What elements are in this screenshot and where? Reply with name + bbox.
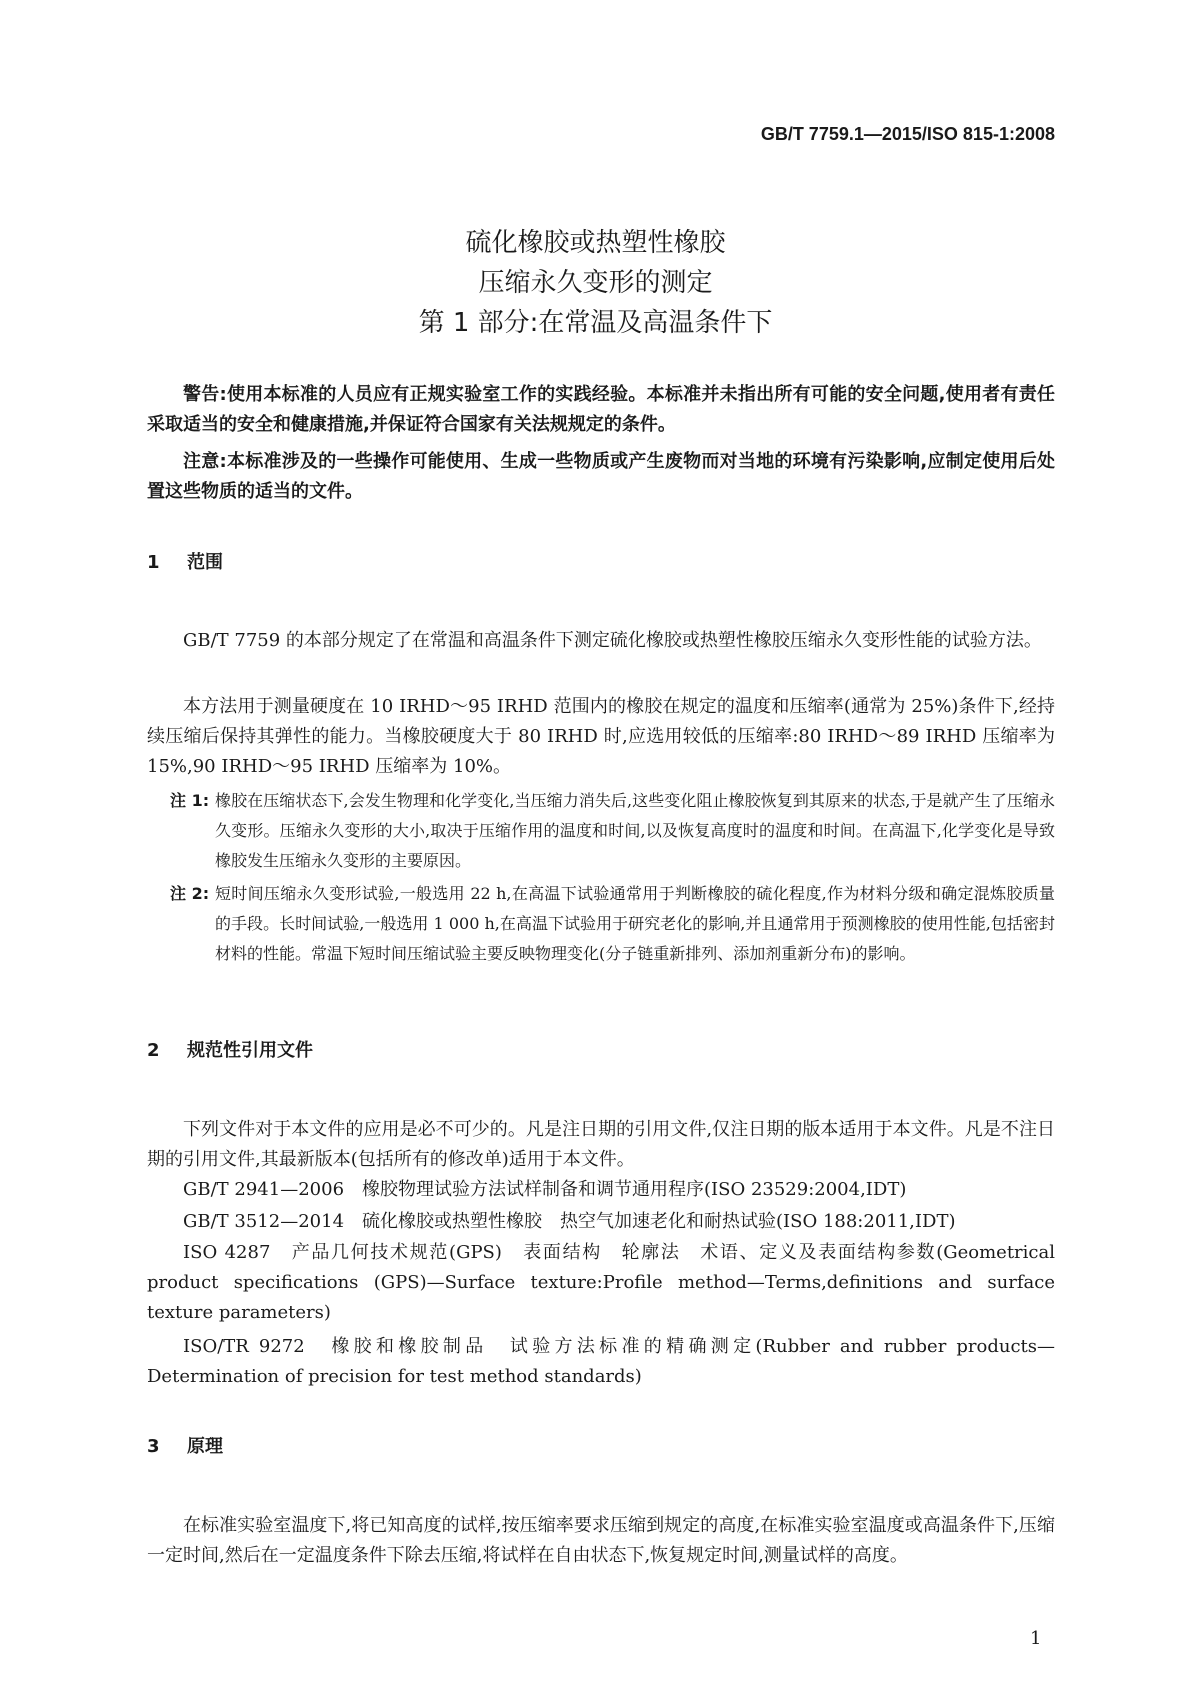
page-number: 1 (1030, 1628, 1042, 1649)
note-2 (170, 879, 1055, 969)
document-title-line-3: 第 1 部分:在常温及高温条件下 (418, 308, 773, 338)
note-label: 注 1: (170, 791, 210, 810)
reference-item: GB/T 3512—2014 硫化橡胶或热塑性橡胶 热空气加速老化和耐热试验(ISO 188:2011,IDT) (183, 1211, 956, 1232)
scope-paragraph-2: 本方法用于测量硬度在 10 IRHD～95 IRHD 范围内的橡胶在规定的温度和压缩率(通常为 25%)条件下,经持续压缩后保持其弹性的能力。当橡胶硬度大于 80 IRHD 时,应选用较低的压缩率:80 IRHD～89 IRHD 压缩率为 15%,90 IRHD～95 IRHD 压缩率为 10%。 (147, 696, 1055, 777)
note-text: 短时间压缩永久变形试验,一般选用 22 h,在高温下试验通常用于判断橡胶的硫化程度,作为材料分级和确定混炼胶质量的手段。长时间试验,一般选用 1 000 h,在高温下试验用于研究老化的影响,并且通常用于预测橡胶的使用性能,包括密封材料的性能。常温下短时间压缩试验主要反映物理变化(分子链重新排列、添加剂重新分布)的影响。 (215, 884, 1055, 963)
note-1 (170, 786, 1055, 876)
normative-intro-paragraph: 下列文件对于本文件的应用是必不可少的。凡是注日期的引用文件,仅注日期的版本适用于本文件。凡是不注日期的引用文件,其最新版本(包括所有的修改单)适用于本文件。 (147, 1119, 1055, 1170)
section-title: 规范性引用文件 (187, 1040, 313, 1061)
reference-item: ISO/TR 9272 橡胶和橡胶制品 试验方法标准的精确测定(Rubber and rubber products—Determination of precision for test method standards) (147, 1336, 1055, 1387)
note-text: 橡胶在压缩状态下,会发生物理和化学变化,当压缩力消失后,这些变化阻止橡胶恢复到其原来的状态,于是就产生了压缩永久变形。压缩永久变形的大小,取决于压缩作用的温度和时间,以及恢复高度时的温度和时间。在高温下,化学变化是导致橡胶发生压缩永久变形的主要原因。 (215, 791, 1055, 870)
principle-paragraph: 在标准实验室温度下,将已知高度的试样,按压缩率要求压缩到规定的高度,在标准实验室温度或高温条件下,压缩一定时间,然后在一定温度条件下除去压缩,将试样在自由状态下,恢复规定时间,测量试样的高度。 (147, 1515, 1055, 1566)
reference-item: GB/T 2941—2006 橡胶物理试验方法试样制备和调节通用程序(ISO 23529:2004,IDT) (183, 1179, 907, 1200)
section-title: 原理 (187, 1436, 223, 1457)
section-heading-1 (147, 548, 223, 574)
section-heading-3 (147, 1432, 223, 1458)
warning-paragraph: 警告:使用本标准的人员应有正规实验室工作的实践经验。本标准并未指出所有可能的安全问题,使用者有责任采取适当的安全和健康措施,并保证符合国家有关法规规定的条件。 (147, 384, 1055, 435)
section-heading-2 (147, 1036, 313, 1062)
standard-number: GB/T 7759.1—2015/ISO 815-1:2008 (760, 124, 1055, 144)
note-label: 注 2: (170, 884, 210, 903)
scope-paragraph-1: GB/T 7759 的本部分规定了在常温和高温条件下测定硫化橡胶或热塑性橡胶压缩永久变形性能的试验方法。 (183, 630, 1042, 651)
section-number: 1 (147, 552, 160, 573)
document-title-line-2: 压缩永久变形的测定 (478, 268, 713, 298)
section-number: 3 (147, 1436, 160, 1457)
reference-item: ISO 4287 产品几何技术规范(GPS) 表面结构 轮廓法 术语、定义及表面结构参数(Geometrical product specifications (GPS)—Surface texture:Profile method—Terms,definitions and surface texture parameters) (147, 1242, 1055, 1323)
section-title: 范围 (187, 552, 223, 573)
section-number: 2 (147, 1040, 160, 1061)
notice-paragraph: 注意:本标准涉及的一些操作可能使用、生成一些物质或产生废物而对当地的环境有污染影响,应制定使用后处置这些物质的适当的文件。 (147, 451, 1055, 502)
document-title-line-1: 硫化橡胶或热塑性橡胶 (465, 228, 726, 258)
